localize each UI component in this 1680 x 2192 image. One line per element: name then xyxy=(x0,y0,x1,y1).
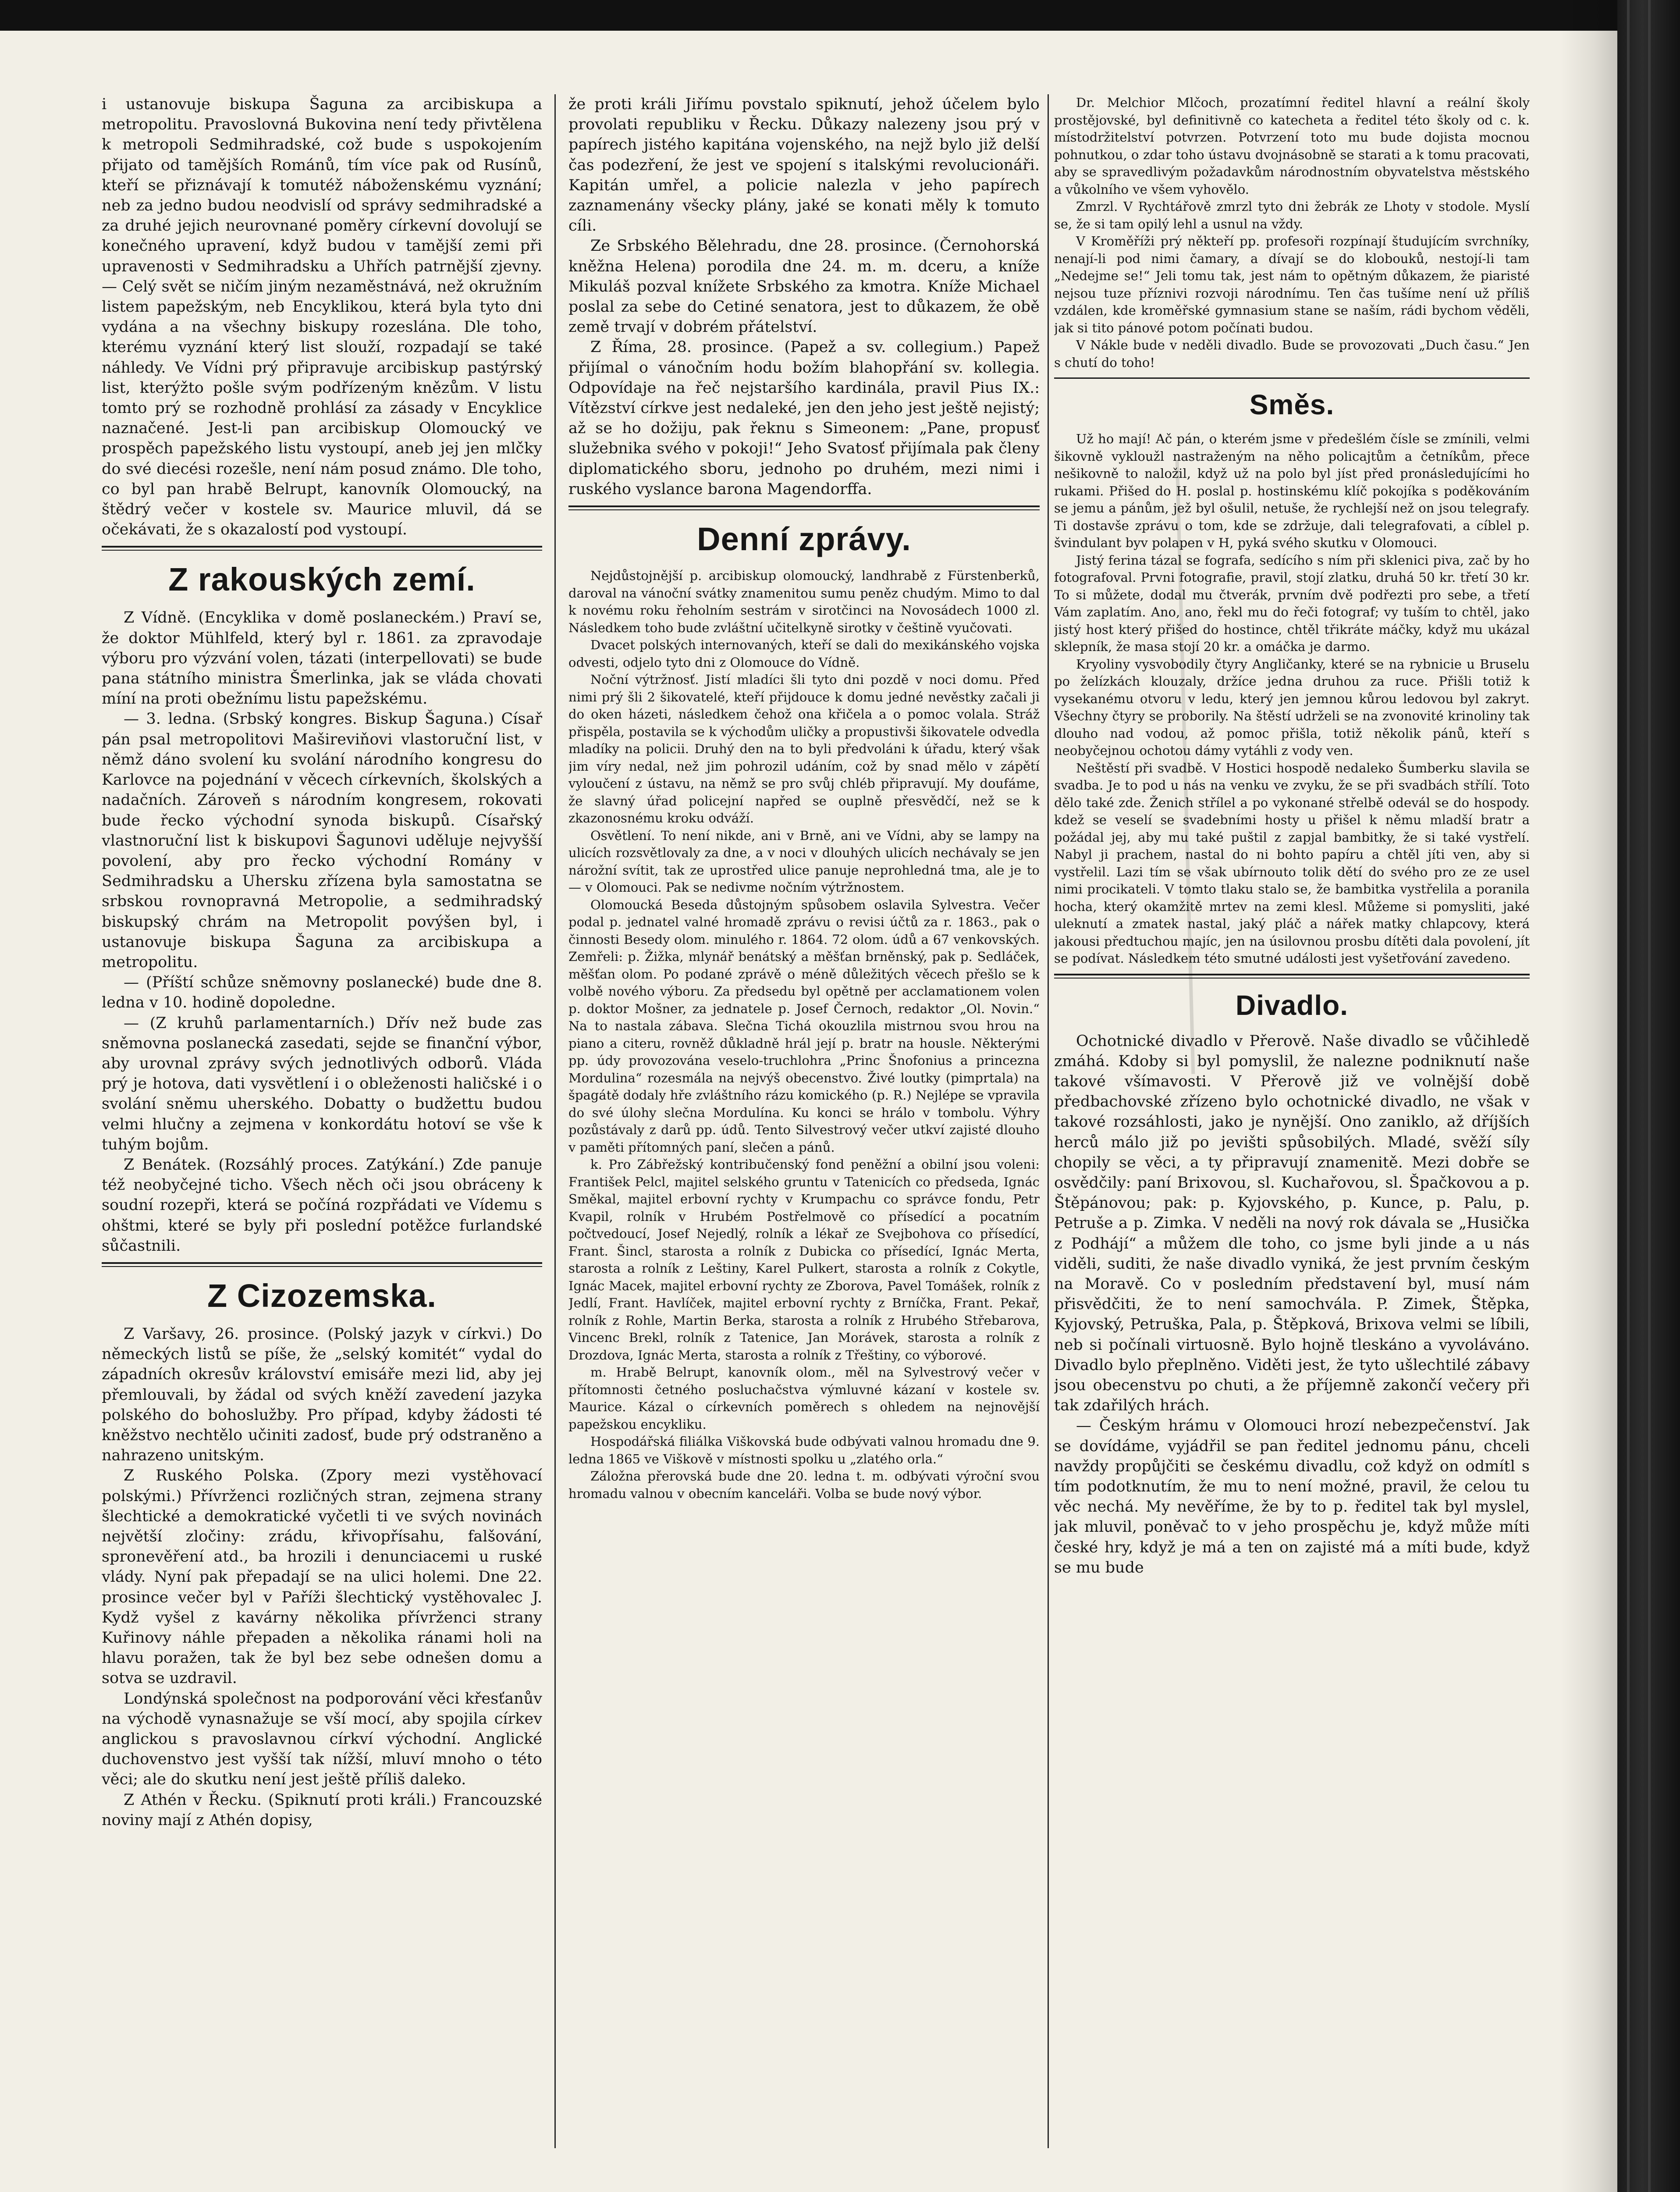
column-divider-1 xyxy=(554,94,556,2148)
section-title-z-cizozemska: Z Cizozemska. xyxy=(207,1277,437,1314)
column-middle xyxy=(568,94,1040,2148)
section-rule xyxy=(102,546,542,551)
news-item: Dr. Melchior Mlčoch, prozatímní ředitel hlavní a reální školy prostějovské, byl definitivně co katecheta a ředitel této školy od c. k. místodržitelství potvrzen. Potvrzení toto mu bude dojista mocnou pohnutkou, o zdar toho ústavu dvojnásobně se starati a k tomu pracovati, aby se spravedlivým požadavkům národnostním obyvatelstva městského a vůkolního ve všem vyhovělo. xyxy=(1054,95,1530,197)
article-paragraph: Ochotnické divadlo v Přerově. Naše divadlo se vůčihledě zmáhá. Kdoby si byl pomyslil, že nalezne podniknutí naše takové všímavosti. V Přerově již ve volnější době předbachovské zřízeno bylo ochotnické divadlo, ne však v takové rozsáhlosti, jako je nynější. Ono zaniklo, až dříjších herců málo již po jevišti spůsobilých. Mladé, svěží síly chopily se věci, a ty připravují znamenitě. Mezi dobře se osvědčily: paní Brixovou, sl. Kuchařovou, sl. Špačkovou a p. Štěpánovou; pak: p. Kyjovského, p. Kunce, p. Palu, p. Petruše a p. Zimka. V neděli na nový rok dávala se „Husička z Podhájí“ a můžem dle toho, co jsme byli jinde a u nás viděli, suditi, že naše divadlo vyniká, že jest prvním českým na Moravě. Co v posledním představení byl, musí nám přisvědčiti, že to není samochvála. P. Zimek, Štěpka, Kyjovský, Petruška, Pala, p. Štěpková, Brixova velmi se líbili, neb si počínali virtuosně. Bylo hojně tleskáno a vyvoláváno. Divadlo bylo přeplněno. Viděti jest, že tyto ušlechtilé zábavy jsou obecenstvu po chuti, a že příjemně zakončí večery při tak zdařilých hrách. xyxy=(1054,1032,1530,1415)
article-paragraph: že proti králi Jiřímu povstalo spiknutí, jehož účelem bylo provolati republiku v Řecku. Důkazy nalezeny jsou prý v papírech jistého kapitána vojenského, na nejž bylo již delší čas podezření, že jest ve spojení s italskými revolucionáři. Kapitán umřel, a policie nalezla v jeho papírech zaznamenány všecky plány, jaké se konati měly k tomuto cíli. xyxy=(568,96,1040,235)
news-item: V Kroměříži prý někteří pp. profesoři rozpínají študujícím svrchníky, nenají-li pod nimi čamary, a dívají se do klobouků, nestojí-li tam „Nedejme se!“ Jeli tomu tak, jest nám to opětným důkazem, že piaristé nejsou tuze příznivi rozvoji národnímu. Ten čas tušíme není už příliš vzdálen, kde kroměřské gymnasium stane se naším, rádi bychom věděli, jak si tito pánové potom počínati budou. xyxy=(1054,234,1530,335)
column-divider-2 xyxy=(1048,94,1049,2148)
news-item: Zmrzl. V Rychtářově zmrzl tyto dni žebrák ze Lhoty v stodole. Myslí se, že si tam opilý lehl a usnul na vždy. xyxy=(1054,199,1530,231)
section-rule xyxy=(1054,974,1530,979)
news-item: Dvacet polských internovaných, kteří se dali do mexikánského vojska odvesti, odjelo tyto dni z Olomouce do Vídně. xyxy=(568,637,1040,670)
news-item: k. Pro Zábřežský kontribučenský fond peněžní a obilní jsou voleni: František Pelcl, majitel selského gruntu v Tatenicích co předseda, Ignác Směkal, majitel erbovní rychty v Krumpachu co správce fondu, Petr Kvapil, rolník v Hrubém Postřelmově co přísedící a pocatním počtvedoucí, Josef Nejedlý, rolník a lékař ze Svejbohova co přísedící, Frant. Šincl, starosta a rolník z Dubicka co přísedící, Ignác Merta, starosta a rolník z Leštiny, Karel Pulkert, starosta a rolník z Cokytle, Ignác Macek, majitel erbovní rychty ze Zborova, Pavel Tomášek, rolník z Jedlí, Frant. Havlíček, majitel erbovní rychty z Brníčka, Frant. Pekař, rolník z Rohle, Martin Berka, starosta a rolník z Hrubého Střebarova, Vincenc Brekl, rolník z Tatenice, Jan Morávek, starosta a rolník z Drozdova, Ignác Merta, starosta a rolník z Třeštiny, co výborové. xyxy=(568,1157,1040,1363)
article-paragraph: Ze Srbského Bělehradu, dne 28. prosince. (Černohorská kněžna Helena) porodila dne 24. m. m. dceru, a kníže Mikuláš pozval knížete Srbského za kmotra. Kníže Michael poslal za sebe do Cetiné senatora, jest to důkazem, že obě země trvají v dobrém přátelství. xyxy=(568,237,1040,336)
news-item: m. Hrabě Belrupt, kanovník olom., měl na Sylvestrový večer v přítomnosti četného posluchačstva výmluvné kázaní v kostele sv. Maurice. Kázal o církevních poměrech s ohledem na nejnovější papežskou encykliku. xyxy=(568,1365,1040,1432)
news-item: Už ho mají! Ač pán, o kterém jsme v předešlém čísle se zmínili, velmi šikovně vykloužl nastraženým na něho policajtům a četníkům, přece nešikovně to naložil, když už na polo byl jíst před pronásledujícími ho rukami. Přišed do H. poslal p. hostinskému klíč pokojíka s poděkováním se jemu a pánům, jež byl ošulil, netuše, že rychlejší než on jsou telegrafy. Ti dostavše zprávu o tom, kde se zdržuje, dali telegrafovati, a cíblel p. švindulant byv polapen v H, pyká svého skutku v Olomouci. xyxy=(1054,431,1530,550)
article-paragraph: Londýnská společnost na podporování věci křesťanův na východě vynasnažuje se vší mocí, aby spojila církev anglickou s pravoslavnou církví východní. Anglické duchovenstvo jest vyšší tak nížší, mluví mnoho o této věci; ale do skutku není jest ještě příliš daleko. xyxy=(102,1690,542,1789)
binding-stripe xyxy=(1648,0,1651,2192)
news-item: Noční výtržnosť. Jistí mladíci šli tyto dni pozdě v noci domu. Před nimi prý šli 2 šikovatelé, kteří přijdouce k domu jedné nevěstky začali ji do oken házeti, následkem čehož ona křičela a o pomoc volala. Stráž přispěla, postavila se k východům uličky a propustivši šikovatele odvedla mladíky na policii. Druhý den na to byli předvoláni k úřadu, který však jim víry nedal, než jim pohrozil udáním, což by snad mělo v zápětí vyloučení z ústavu, na němž se pro svůj chléb připravují. My doufáme, že slavný úřad policejní napřed se ouplně přesvědčí, než se k zkazonosnému kroku odváží. xyxy=(568,672,1040,826)
news-item: Olomoucká Beseda důstojným spůsobem oslavila Sylvestra. Večer podal p. jednatel valné hromadě zprávu o revisi účtů za r. 1863., pak o činnosti Besedy olom. minulého r. 1864. 72 olom. údů a 67 venkovských. Zemřeli: p. Žižka, mlynář benátský a měšťan brněnský, pak p. Sedláček, měšťan olom. Po podané zprávě o méně důležitých věcech přešlo se k volbě nového výboru. Za předsedu byl opětně per acclamationem volen p. doktor Mošner, za jednatele p. Josef Černoch, redaktor „Ol. Novin.“ Na to nastala zábava. Slečna Tichá okouzlila mistrnou svou hrou na piano a citeru, rovněž důkladně hrál její p. bratr na housle. Některými pp. údy provozována veselo-truchlohra „Princ Šnofonius a princezna Mordulina“ rozesmála na nejvýš obecenstvo. Živé loutky (pimprtala) na špagátě dodaly hře zvláštního rázu komického (p. R.) Nejlépe se vpravila do své úlohy slečna Mordulína. Ku konci se hrálo v tombolu. Výhry pozůstávaly z darů pp. údů. Tento Silvestrový večer utkví zajisté dlouho v paměti přítomných paní, slečen a pánů. xyxy=(568,897,1040,1155)
section-title-denni-zpravy: Denní zprávy. xyxy=(697,521,911,558)
section-rule xyxy=(102,1262,542,1267)
news-item: Kryoliny vysvobodily čtyry Angličanky, které se na rybnicie u Bruselu po želízkách klouzaly, držíce jedna druhou za ruce. Přišli totiž k vysekanému otvoru v ledu, který jen jemnou kůrou ledovou byl zakryt. Všechny čtyry se proborily. Na štěstí udrželi se na zvonovité krinoliny tak dlouho nad vodou, až pomoc přišla, totiž několik pánů, kteří s neobyčejnou ochotou dámy vytáhli z vody ven. xyxy=(1054,656,1530,758)
article-paragraph: Z Varšavy, 26. prosince. (Polský jazyk v církvi.) Do německých listů se píše, že „selský komitét“ vydal do západních okresův království emisáře mezi lid, aby jej přemlouvali, by žádal od svých kněží zavedení jazyka polského do bohoslužby. Pro případ, kdyby žádosti té kněžstvo nechtělo učiniti zadosť, bude prý odstraněno a nahrazeno unitským. xyxy=(102,1325,542,1465)
section-title-divadlo: Divadlo. xyxy=(1236,989,1348,1021)
column-left xyxy=(102,94,542,2148)
article-paragraph: Z Benátek. (Rozsáhlý proces. Zatýkání.) Zde panuje též neobyčejné ticho. Všech něch oči jsou obráceny k soudní rozepři, která se počíná rozpřádati ve Vídemu s ohštmi, které se byly při poslední potěžce furlandské sůčastnili. xyxy=(102,1156,542,1255)
article-paragraph: — (Z kruhů parlamentarních.) Dřív než bude zas sněmovna poslanecká zasedati, sejde se finanční výbor, aby urovnal zprávy svých jednotlivých odborů. Vláda prý je hotova, dati vysvětlení i o obleženosti haličské i o svolání sněmu uherského. Dobatty o budžettu budou velmi hlučny a zejmena v konkordátu hotoví se vše k tuhým bojům. xyxy=(102,1014,542,1153)
column-right xyxy=(1054,94,1530,2148)
section-rule xyxy=(568,505,1040,510)
article-paragraph: Z Athén v Řecku. (Spiknutí proti králi.) Francouzské noviny mají z Athén dopisy, xyxy=(102,1791,542,1829)
page-fold-shadow xyxy=(1560,0,1617,2192)
article-paragraph: Z Ruského Polska. (Zpory mezi vystěhovací polskými.) Přívrženci rozličných stran, zejmena strany šlechtické a demokratické vyčetli ti ve svých novinách největší zločiny: zrádu, křivopřísahu, falšování, spronevěření atd., ba hrozili i denunciacemi u ruské vlády. Nyní pak přepadají se na ulici holemi. Dne 22. prosince večer byl v Paříži šlechtický vystěhovalec J. Kydž vyšel z kavárny několika přívrženci strany Kuřinovy náhle přepaden a několika ránami holi na hlavu poražen, tak že byl bez sebe odnešen domu a sotva se uzdravil. xyxy=(102,1467,542,1687)
section-rule xyxy=(1054,377,1530,379)
section-title-smes: Směs. xyxy=(1249,389,1335,420)
article-paragraph: Z Vídně. (Encyklika v domě poslaneckém.) Praví se, že doktor Mühlfeld, který byl r. 1861. za zpravodaje výboru pro výzvání volen, tázati (interpellovati) se bude pana státního ministra Šmerlinka, jak se vláda chovati míní na proti obežnímu listu papežskému. xyxy=(102,609,542,708)
news-item: Nejdůstojnější p. arcibiskup olomoucký, landhrabě z Fürstenberků, daroval na vánoční svátky znamenitou sumu peněz chudým. Mimo to dal k novému roku řeholním sestrám v sirotčinci na Novosádech 1000 zl. Následkem toho bude zvláštní učitelkyně sirotky v češtině vyučovati. xyxy=(568,568,1040,635)
news-item: V Nákle bude v neděli divadlo. Bude se provozovati „Duch času.“ Jen s chutí do toho! xyxy=(1054,338,1530,370)
article-paragraph: — (Příští schůze sněmovny poslanecké) bude dne 8. ledna v 10. hodině dopoledne. xyxy=(102,974,542,1012)
news-item: Hospodářská filiálka Viškovská bude odbývati valnou hromadu dne 9. ledna 1865 ve Viškově v místnosti spolku u „zlatého orla.“ xyxy=(568,1434,1040,1466)
scan-top-border xyxy=(0,0,1617,31)
article-paragraph: — Českým hrámu v Olomouci hrozí nebezpečenství. Jak se dovídáme, vyjádřil se pan ředitel jednomu pánu, chceli navždy propůjčiti se českému divadlu, což když on odmítl s tím podotknutím, že mu to není možné, pravil, že celou tu věc nechá. My nevěříme, že by to p. ředitel tak byl myslel, jak mluvil, poněvač to v jeho prospěchu je, když může míti české hry, když je má a ten on zajisté má a míti bude, když se mu bude xyxy=(1054,1417,1530,1576)
article-paragraph: — 3. ledna. (Srbský kongres. Biskup Šaguna.) Císař pán psal metropolitovi Mašireviňovi vlastoruční list, v němž dáno svolení ku svolání národního kongresu do Karlovce na pojednání v věcech církevních, školských a nadačních. Zároveň s národním kongresem, rokovati bude řecko východní synoda biskupů. Císařský vlastnoruční list k biskupovi Šagunovi uděluje nejvyšší povolení, aby pro řecko východní Romány v Sedmihradsku a Uhersku zřízena byla samostatna se srbskou rovnopravná Metropolie, a sedmihradský biskupský chrám na Metropolit povýšen byl, i ustanovuje biskupa Šaguna za arcibiskupa a metropolitu. xyxy=(102,710,542,971)
news-item: Osvětlení. To není nikde, ani v Brně, ani ve Vídni, aby se lampy na ulicích rozsvětlovaly za dne, a v noci v dlouhých ulicích nechávaly se jen nárožní svítit, tak ze uprostřed ulice panuje neprohledná tma, ale je to — v Olomouci. Pak se nedivme nočním výtržnostem. xyxy=(568,828,1040,895)
news-item: Jistý ferina tázal se fografa, sedícího s ním při sklenici piva, zač by ho fotografoval. Prvni fotografie, pravil, stojí zlatku, druhá 50 kr. třetí 30 kr. To si můžete, dodal mu čtverák, prvním dvě podřezti pro sebe, a třetí Vám zaplatím. Ano, ano, řekl mu do řeči fotograf; vy tuším to chtěl, jako jistý host který přišed do hostince, chtěl třikráte máčky, když mu ukázal sklepník, že masa stojí 20 kr. a omáčka je darmo. xyxy=(1054,552,1530,654)
binding-stripe xyxy=(1627,0,1630,2192)
article-paragraph: Z Říma, 28. prosince. (Papež a sv. collegium.) Papež přijímal o vánočním hodu božím blahopřání sv. kollegia. Odpovídaje na řeč nejstaršího kardinála, pravil Pius IX.: Vítězství církve jest nedaleké, jen den jeho jest ještě nejistý; až se ho dožiju, pak řeknu s Simeonem: „Pane, propusť služebnika svého v pokoji!“ Jeho Svatosť přijímala pak členy diplomatického sboru, jednoho po druhém, mezi nimi i ruského vyslance barona Magendorffa. xyxy=(568,338,1040,498)
article-paragraph: i ustanovuje biskupa Šaguna za arcibiskupa a metropolitu. Pravoslovná Bukovina není tedy přivtělena k metropoli Sedmihradské, což bude s uspokojením přijato od tamějších Románů, tím více pak od Rusínů, kteří se přiznávají k tomutéž náboženskému vyznání; neb za jedno budou neodvislí od správy sedmihradské a za druhé jejich neurovnané poměry církevní dovolují se konečného upravení, když budou v tamější zemi při upravenosti v Sedmihradsku a Uhřích patrnější zjevny.— Celý svět se ničím jiným nezaměstnává, než okružním listem papežským, neb Encyklikou, která byla tyto dni vydána a na všechny biskupy rozeslána. Dle toho, kterému vyznání který list slouží, rozpadají se také náhledy. Ve Vídni prý připravuje arcibiskup pastýrský list, kterýžto pošle svým podřízeným knězům. V listu tomto prý se rozhodně prohlásí za zásady v Encyklice naznačené. Jest-li pan arcibiskup Olomoucký ve prospěch papežského listu vystoupí, aneb jej jen mlčky do své diecési rozešle, není nám posud známo. Dle toho, co byl pan hrabě Belrupt, kanovník Olomoucký, na štědrý večer v kostele sv. Maurice mluvil, dá se očekávati, že s okazalostí pod vystoupí. xyxy=(102,96,542,539)
news-item: Záložna přerovská bude dne 20. ledna t. m. odbývati výroční svou hromadu valnou v obecním kanceláři. Volba se bude nový výbor. xyxy=(568,1469,1040,1501)
news-item: Neštěstí při svadbě. V Hostici hospodě nedaleko Šumberku slavila se svadba. Je to pod u nás na venku ve zvyku, že se při svadbách střílí. Toto dělo také zde. Ženich střílel a po vykonané střelbě odevál se do hospody. kdež se veselí se svadebními hosty u přišel k němu mladší bratr a požádal jej, aby mu také puštil z zapjal bambitky, že si také vystřelí. Nabyl ji prachem, nastal do ni bohto papíru a chtěl jíti ven, aby si vystřelil. Lazi tím se však ubírnouto tolik dětí do svého pro ze ze usel nimi procikateli. V tomto tlaku stalo se, že bambitka vystřelila a poranila hocha, který okamžitě mrtev na zemi klesl. Můžeme si pomysliti, jaké uleknutí a zmatek nastal, jaký pláč a nářek matky chlapcovy, která jakousi předtuchou majíc, jen na úsilovnou prosbu dítěti dala povolení, jít se podívat. Následkem této smutné události jest vyšetřování zavedeno. xyxy=(1054,760,1530,966)
section-title-rakouskych-zemi: Z rakouských zemí. xyxy=(168,561,476,598)
